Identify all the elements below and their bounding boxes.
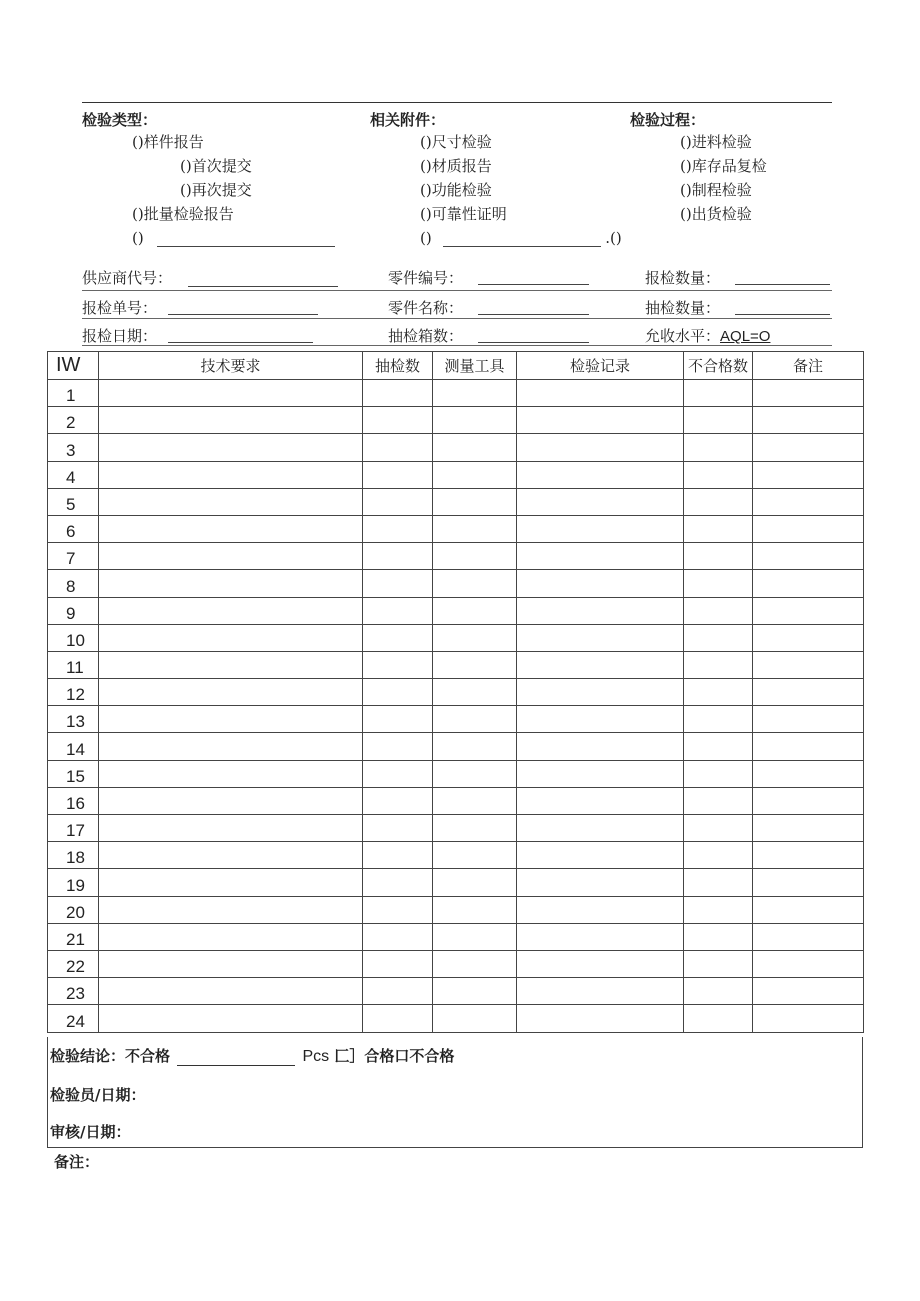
process-heading: 检验过程：	[630, 111, 706, 129]
other-attachment-trailing: .()	[605, 229, 622, 247]
sample-count-cell[interactable]	[363, 515, 433, 542]
report-qty-label: 报检数量：	[645, 269, 721, 287]
inspection-record-cell[interactable]	[517, 488, 684, 515]
table-row	[48, 624, 864, 651]
remarks-cell[interactable]	[753, 461, 864, 488]
measuring-tool-cell[interactable]	[433, 407, 517, 434]
tech-requirement-cell[interactable]	[99, 760, 363, 787]
sample-count-cell[interactable]	[363, 787, 433, 814]
remarks-cell[interactable]	[753, 896, 864, 923]
tech-requirement-cell[interactable]	[99, 515, 363, 542]
inspection-record-cell[interactable]	[517, 950, 684, 977]
supplier-code-label: 供应商代号：	[82, 269, 173, 287]
defect-count-cell[interactable]	[684, 543, 753, 570]
inspection-type-heading: 检验类型：	[82, 111, 158, 129]
remarks-cell[interactable]	[753, 488, 864, 515]
row-number: 24	[48, 1005, 99, 1032]
defect-count-cell[interactable]	[684, 815, 753, 842]
conclusion-unit: Pcs	[302, 1048, 330, 1065]
measuring-tool-cell[interactable]	[433, 597, 517, 624]
sample-count-cell[interactable]	[363, 950, 433, 977]
sample-count-cell[interactable]	[363, 923, 433, 950]
row-number: 3	[48, 434, 99, 461]
tech-requirement-cell[interactable]	[99, 950, 363, 977]
sample-count-cell[interactable]	[363, 896, 433, 923]
sample-count-cell[interactable]	[363, 815, 433, 842]
table-row	[48, 434, 864, 461]
table-row	[48, 896, 864, 923]
inspection-record-cell[interactable]	[517, 978, 684, 1005]
sample-count-cell[interactable]	[363, 760, 433, 787]
sample-count-cell[interactable]	[363, 434, 433, 461]
row-number: 9	[48, 597, 99, 624]
inspection-table	[47, 351, 864, 1033]
inspection-record-cell[interactable]	[517, 380, 684, 407]
defect-count-cell[interactable]	[684, 733, 753, 760]
tech-requirement-cell[interactable]	[99, 488, 363, 515]
report-date-field[interactable]	[168, 342, 313, 343]
measuring-tool-cell[interactable]	[433, 488, 517, 515]
report-qty-field[interactable]	[735, 284, 830, 285]
defect-count-cell[interactable]	[684, 706, 753, 733]
sample-count-cell[interactable]	[363, 380, 433, 407]
table-row	[48, 679, 864, 706]
table-row	[48, 706, 864, 733]
report-no-label: 报检单号：	[82, 299, 158, 317]
row-number: 11	[48, 651, 99, 678]
option-first-submission[interactable]: ()首次提交	[180, 157, 252, 175]
tech-requirement-cell[interactable]	[99, 624, 363, 651]
remarks-cell[interactable]	[753, 842, 864, 869]
option-batch-report[interactable]: ()批量检验报告	[132, 205, 234, 223]
tech-requirement-cell[interactable]	[99, 896, 363, 923]
defect-count-cell[interactable]	[684, 461, 753, 488]
table-row	[48, 515, 864, 542]
defect-count-cell[interactable]	[684, 651, 753, 678]
defect-count-cell[interactable]	[684, 380, 753, 407]
inspection-record-cell[interactable]	[517, 651, 684, 678]
measuring-tool-cell[interactable]	[433, 815, 517, 842]
tech-requirement-cell[interactable]	[99, 597, 363, 624]
inspection-record-cell[interactable]	[517, 923, 684, 950]
tech-requirement-cell[interactable]	[99, 679, 363, 706]
remarks-cell[interactable]	[753, 597, 864, 624]
row-number: 12	[48, 679, 99, 706]
row-number: 16	[48, 787, 99, 814]
tech-requirement-cell[interactable]	[99, 706, 363, 733]
row-number: 7	[48, 543, 99, 570]
table-row	[48, 461, 864, 488]
row-divider-3	[82, 345, 832, 346]
sample-count-cell[interactable]	[363, 651, 433, 678]
option-stock-recheck[interactable]: ()库存品复检	[680, 157, 767, 175]
inspection-record-cell[interactable]	[517, 570, 684, 597]
defect-count-cell[interactable]	[684, 488, 753, 515]
defect-count-cell[interactable]	[684, 950, 753, 977]
measuring-tool-cell[interactable]	[433, 950, 517, 977]
remarks-cell[interactable]	[753, 787, 864, 814]
defect-count-cell[interactable]	[684, 842, 753, 869]
sample-count-cell[interactable]	[363, 407, 433, 434]
part-number-field[interactable]	[478, 284, 589, 285]
remarks-label: 备注：	[54, 1153, 100, 1171]
inspection-record-cell[interactable]	[517, 706, 684, 733]
remarks-cell[interactable]	[753, 515, 864, 542]
option-other-type-label: ()	[132, 229, 144, 247]
remarks-cell[interactable]	[753, 407, 864, 434]
measuring-tool-cell[interactable]	[433, 978, 517, 1005]
row-number: 17	[48, 815, 99, 842]
aql-label	[645, 325, 770, 346]
sample-count-cell[interactable]	[363, 570, 433, 597]
measuring-tool-cell[interactable]	[433, 679, 517, 706]
remarks-cell[interactable]	[753, 679, 864, 706]
table-row	[48, 923, 864, 950]
attachments-heading: 相关附件：	[370, 111, 446, 129]
sample-count-cell[interactable]	[363, 733, 433, 760]
remarks-cell[interactable]	[753, 869, 864, 896]
tech-requirement-cell[interactable]	[99, 570, 363, 597]
remarks-cell[interactable]	[753, 380, 864, 407]
inspection-record-cell[interactable]	[517, 461, 684, 488]
defect-count-cell[interactable]	[684, 597, 753, 624]
table-row	[48, 815, 864, 842]
sample-qty-label: 抽检数量：	[645, 299, 721, 317]
defect-count-cell[interactable]	[684, 515, 753, 542]
defect-count-cell[interactable]	[684, 1005, 753, 1032]
inspection-record-cell[interactable]	[517, 679, 684, 706]
option-other-type[interactable]	[132, 229, 335, 247]
table-row	[48, 570, 864, 597]
measuring-tool-cell[interactable]	[433, 923, 517, 950]
conclusion-line	[50, 1045, 454, 1066]
remarks-cell[interactable]	[753, 760, 864, 787]
row-number: 19	[48, 869, 99, 896]
tech-requirement-cell[interactable]	[99, 434, 363, 461]
inspection-record-cell[interactable]	[517, 1005, 684, 1032]
inspection-record-cell[interactable]	[517, 896, 684, 923]
col-header-remarks: 备注	[753, 352, 864, 380]
col-header-sample-count: 抽检数	[363, 352, 433, 380]
option-sample-report[interactable]: ()样件报告	[132, 133, 204, 151]
tech-requirement-cell[interactable]	[99, 869, 363, 896]
measuring-tool-cell[interactable]	[433, 842, 517, 869]
remarks-cell[interactable]	[753, 624, 864, 651]
row-number: 2	[48, 407, 99, 434]
defect-count-cell[interactable]	[684, 679, 753, 706]
tech-requirement-cell[interactable]	[99, 407, 363, 434]
option-resubmission[interactable]: ()再次提交	[180, 181, 252, 199]
option-process-inspection[interactable]: ()制程检验	[680, 181, 752, 199]
measuring-tool-cell[interactable]	[433, 733, 517, 760]
table-row	[48, 380, 864, 407]
option-other-attachment[interactable]	[420, 229, 622, 247]
measuring-tool-cell[interactable]	[433, 434, 517, 461]
remarks-cell[interactable]	[753, 950, 864, 977]
defect-count-cell[interactable]	[684, 787, 753, 814]
sample-count-cell[interactable]	[363, 706, 433, 733]
measuring-tool-cell[interactable]	[433, 760, 517, 787]
inspection-record-cell[interactable]	[517, 434, 684, 461]
col-header-inspection-record: 检验记录	[517, 352, 684, 380]
tech-requirement-cell[interactable]	[99, 651, 363, 678]
row-divider-2	[82, 318, 832, 319]
defect-count-cell[interactable]	[684, 923, 753, 950]
inspection-record-cell[interactable]	[517, 597, 684, 624]
sample-count-cell[interactable]	[363, 543, 433, 570]
table-row	[48, 488, 864, 515]
defect-count-cell[interactable]	[684, 434, 753, 461]
sample-count-cell[interactable]	[363, 597, 433, 624]
table-row	[48, 597, 864, 624]
table-row	[48, 407, 864, 434]
table-row	[48, 1005, 864, 1032]
tech-requirement-cell[interactable]	[99, 461, 363, 488]
measuring-tool-cell[interactable]	[433, 515, 517, 542]
measuring-tool-cell[interactable]	[433, 706, 517, 733]
option-material-report[interactable]: ()材质报告	[420, 157, 492, 175]
sample-count-cell[interactable]	[363, 842, 433, 869]
row-number: 23	[48, 978, 99, 1005]
remarks-cell[interactable]	[753, 434, 864, 461]
option-shipment-inspection[interactable]: ()出货检验	[680, 205, 752, 223]
remarks-cell[interactable]	[753, 570, 864, 597]
measuring-tool-cell[interactable]	[433, 624, 517, 651]
aql-value[interactable]: AQL=O	[720, 328, 771, 345]
tech-requirement-cell[interactable]	[99, 978, 363, 1005]
other-attachment-blank[interactable]	[443, 232, 601, 247]
reviewer-date-label: 审核/日期：	[50, 1123, 131, 1141]
tech-requirement-cell[interactable]	[99, 733, 363, 760]
inspection-record-cell[interactable]	[517, 869, 684, 896]
defect-count-cell[interactable]	[684, 760, 753, 787]
inspection-record-cell[interactable]	[517, 842, 684, 869]
row-number: 15	[48, 760, 99, 787]
option-reliability-proof[interactable]: ()可靠性证明	[420, 205, 507, 223]
defect-count-cell[interactable]	[684, 570, 753, 597]
inspection-record-cell[interactable]	[517, 624, 684, 651]
remarks-cell[interactable]	[753, 923, 864, 950]
col-header-iw: IW	[48, 352, 99, 380]
option-function-check[interactable]: ()功能检验	[420, 181, 492, 199]
inspector-date-label: 检验员/日期：	[50, 1086, 146, 1104]
row-number: 13	[48, 706, 99, 733]
inspection-record-cell[interactable]	[517, 787, 684, 814]
measuring-tool-cell[interactable]	[433, 651, 517, 678]
sample-boxes-field[interactable]	[478, 342, 589, 343]
table-row	[48, 651, 864, 678]
conclusion-options[interactable]: 匚］合格口不合格	[334, 1047, 455, 1065]
measuring-tool-cell[interactable]	[433, 787, 517, 814]
inspection-record-cell[interactable]	[517, 815, 684, 842]
measuring-tool-cell[interactable]	[433, 543, 517, 570]
table-row	[48, 760, 864, 787]
row-number: 8	[48, 570, 99, 597]
sample-count-cell[interactable]	[363, 679, 433, 706]
table-header-row	[48, 352, 864, 380]
remarks-cell[interactable]	[753, 733, 864, 760]
inspection-record-cell[interactable]	[517, 407, 684, 434]
row-number: 22	[48, 950, 99, 977]
remarks-cell[interactable]	[753, 978, 864, 1005]
tech-requirement-cell[interactable]	[99, 1005, 363, 1032]
table-row	[48, 842, 864, 869]
part-name-label: 零件名称：	[388, 299, 464, 317]
row-number: 20	[48, 896, 99, 923]
sample-boxes-label: 抽检箱数：	[388, 327, 464, 345]
measuring-tool-cell[interactable]	[433, 461, 517, 488]
row-number: 4	[48, 461, 99, 488]
measuring-tool-cell[interactable]	[433, 869, 517, 896]
col-header-defect-count: 不合格数	[684, 352, 753, 380]
sample-count-cell[interactable]	[363, 978, 433, 1005]
table-row	[48, 950, 864, 977]
conclusion-box	[47, 1037, 863, 1148]
measuring-tool-cell[interactable]	[433, 380, 517, 407]
table-row	[48, 869, 864, 896]
row-number: 1	[48, 380, 99, 407]
sample-count-cell[interactable]	[363, 461, 433, 488]
aql-label-text: 允收水平：	[645, 327, 721, 345]
defect-count-cell[interactable]	[684, 869, 753, 896]
row-number: 14	[48, 733, 99, 760]
inspection-record-cell[interactable]	[517, 760, 684, 787]
report-no-field[interactable]	[168, 314, 318, 315]
defect-count-cell[interactable]	[684, 624, 753, 651]
defect-count-cell[interactable]	[684, 896, 753, 923]
table-row	[48, 543, 864, 570]
measuring-tool-cell[interactable]	[433, 570, 517, 597]
sample-count-cell[interactable]	[363, 624, 433, 651]
part-number-label: 零件编号：	[388, 269, 464, 287]
sample-qty-field[interactable]	[735, 314, 830, 315]
option-dimension-check[interactable]: ()尺寸检验	[420, 133, 492, 151]
remarks-cell[interactable]	[753, 651, 864, 678]
table-row	[48, 733, 864, 760]
sample-count-cell[interactable]	[363, 1005, 433, 1032]
supplier-code-field[interactable]	[188, 286, 338, 287]
col-header-tech-requirements: 技术要求	[99, 352, 363, 380]
row-divider-1	[82, 290, 832, 291]
inspection-record-cell[interactable]	[517, 733, 684, 760]
tech-requirement-cell[interactable]	[99, 543, 363, 570]
top-rule	[82, 102, 832, 103]
option-incoming-inspection[interactable]: ()进料检验	[680, 133, 752, 151]
table-row	[48, 787, 864, 814]
measuring-tool-cell[interactable]	[433, 1005, 517, 1032]
conclusion-label: 检验结论：不合格	[50, 1047, 171, 1065]
row-number: 10	[48, 624, 99, 651]
table-row	[48, 978, 864, 1005]
row-number: 6	[48, 515, 99, 542]
tech-requirement-cell[interactable]	[99, 842, 363, 869]
row-number: 18	[48, 842, 99, 869]
remarks-cell[interactable]	[753, 706, 864, 733]
remarks-cell[interactable]	[753, 1005, 864, 1032]
defect-count-cell[interactable]	[684, 407, 753, 434]
row-number: 21	[48, 923, 99, 950]
inspection-record-cell[interactable]	[517, 515, 684, 542]
part-name-field[interactable]	[478, 314, 589, 315]
remarks-cell[interactable]	[753, 815, 864, 842]
tech-requirement-cell[interactable]	[99, 380, 363, 407]
option-other-attachment-label: ()	[420, 229, 432, 247]
defect-qty-field[interactable]	[177, 1051, 295, 1066]
remarks-cell[interactable]	[753, 543, 864, 570]
col-header-measuring-tool: 测量工具	[433, 352, 517, 380]
tech-requirement-cell[interactable]	[99, 787, 363, 814]
tech-requirement-cell[interactable]	[99, 815, 363, 842]
row-number: 5	[48, 488, 99, 515]
report-date-label: 报检日期：	[82, 327, 158, 345]
inspection-record-cell[interactable]	[517, 543, 684, 570]
sample-count-cell[interactable]	[363, 488, 433, 515]
other-type-blank[interactable]	[157, 232, 335, 247]
measuring-tool-cell[interactable]	[433, 896, 517, 923]
tech-requirement-cell[interactable]	[99, 923, 363, 950]
sample-count-cell[interactable]	[363, 869, 433, 896]
defect-count-cell[interactable]	[684, 978, 753, 1005]
